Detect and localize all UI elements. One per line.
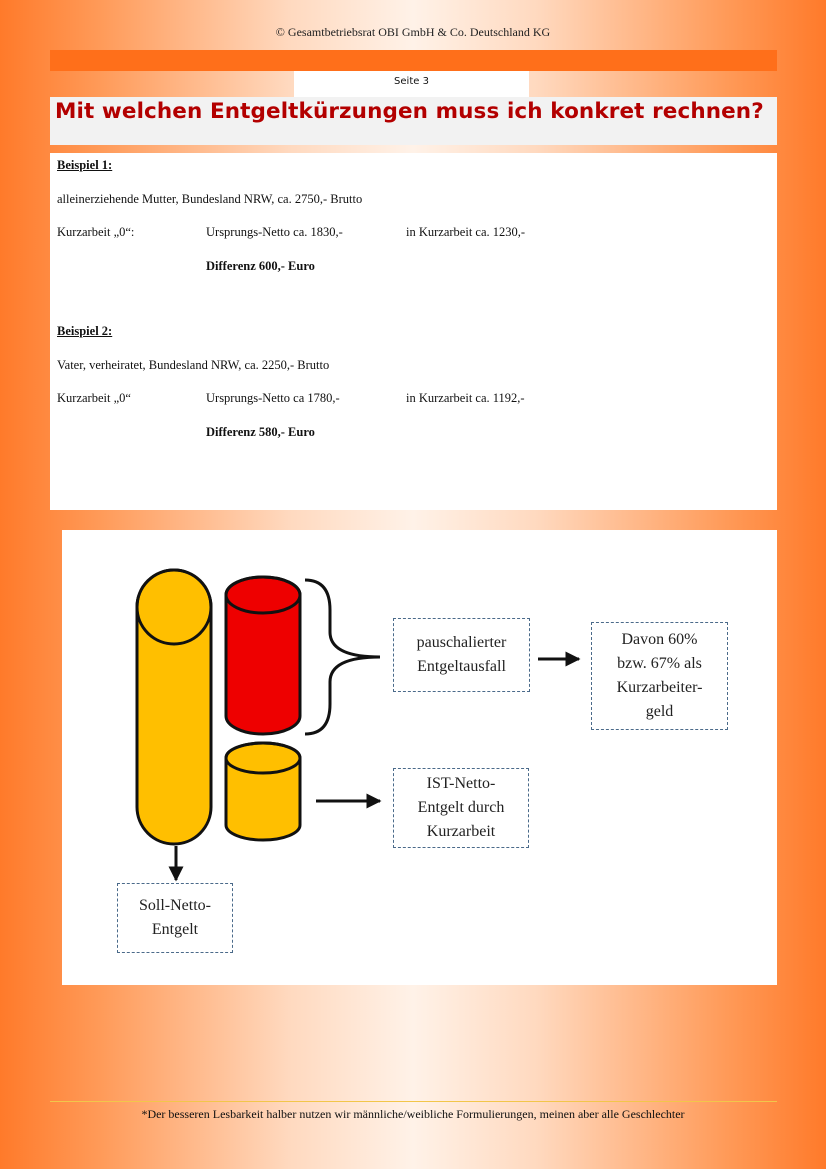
example1-ursprung: Ursprungs-Netto ca. 1830,- — [206, 225, 343, 239]
label-ist-netto — [393, 768, 529, 848]
example2-in-kurzarbeit: in Kurzarbeit ca. 1192,- — [406, 391, 525, 405]
label-soll-netto — [117, 883, 233, 953]
ist-netto-cylinder — [226, 743, 300, 840]
header-bar — [50, 50, 777, 71]
example1-differenz: Differenz 600,- Euro — [206, 259, 315, 273]
label-pauschal-line2: Entgeltausfall — [417, 658, 506, 675]
label-davon — [591, 622, 728, 730]
footer-divider — [50, 1101, 777, 1102]
page-title: Mit welchen Entgeltkürzungen muss ich konkret rechnen? — [55, 99, 764, 124]
example2-heading: Beispiel 2: — [57, 324, 113, 338]
label-davon-line1: Davon 60% — [621, 631, 698, 648]
examples-box — [50, 153, 777, 510]
example1-heading: Beispiel 1: — [57, 158, 113, 172]
label-ist-line3: Kurzarbeit — [426, 823, 496, 840]
example2-differenz: Differenz 580,- Euro — [206, 425, 315, 439]
example1-in-kurzarbeit: in Kurzarbeit ca. 1230,- — [406, 225, 526, 239]
footer-note: *Der besseren Lesbarkeit halber nutzen wir männliche/weibliche Formulierungen, meinen aber alle Geschlechter — [141, 1107, 685, 1121]
example2-ursprung: Ursprungs-Netto ca 1780,- — [206, 391, 340, 405]
label-soll-line1: Soll-Netto- — [139, 897, 211, 914]
example1-kurzarbeit-label: Kurzarbeit „0“: — [57, 225, 135, 239]
label-pauschal — [393, 618, 530, 692]
title-box — [50, 97, 777, 145]
example1-description: alleinerziehende Mutter, Bundesland NRW, ca. 2750,- Brutto — [57, 192, 363, 206]
page-number: Seite 3 — [294, 71, 529, 97]
label-soll-line2: Entgelt — [151, 921, 199, 938]
example2-kurzarbeit-label: Kurzarbeit „0“ — [57, 391, 131, 405]
label-davon-line2: bzw. 67% als — [617, 655, 702, 672]
example2-description: Vater, verheiratet, Bundesland NRW, ca. 2250,- Brutto — [57, 358, 330, 372]
label-davon-line4: geld — [645, 703, 674, 720]
soll-netto-cylinder — [137, 570, 211, 844]
copyright-header: © Gesamtbetriebsrat OBI GmbH & Co. Deutschland KG — [275, 25, 551, 39]
label-davon-line3: Kurzarbeiter- — [616, 679, 703, 696]
label-ist-line1: IST-Netto- — [426, 775, 496, 792]
label-pauschal-line1: pauschalierter — [416, 634, 507, 651]
entgeltausfall-cylinder — [226, 577, 300, 734]
curly-brace — [305, 580, 380, 734]
label-ist-line2: Entgelt durch — [417, 799, 505, 816]
diagram — [62, 530, 777, 985]
